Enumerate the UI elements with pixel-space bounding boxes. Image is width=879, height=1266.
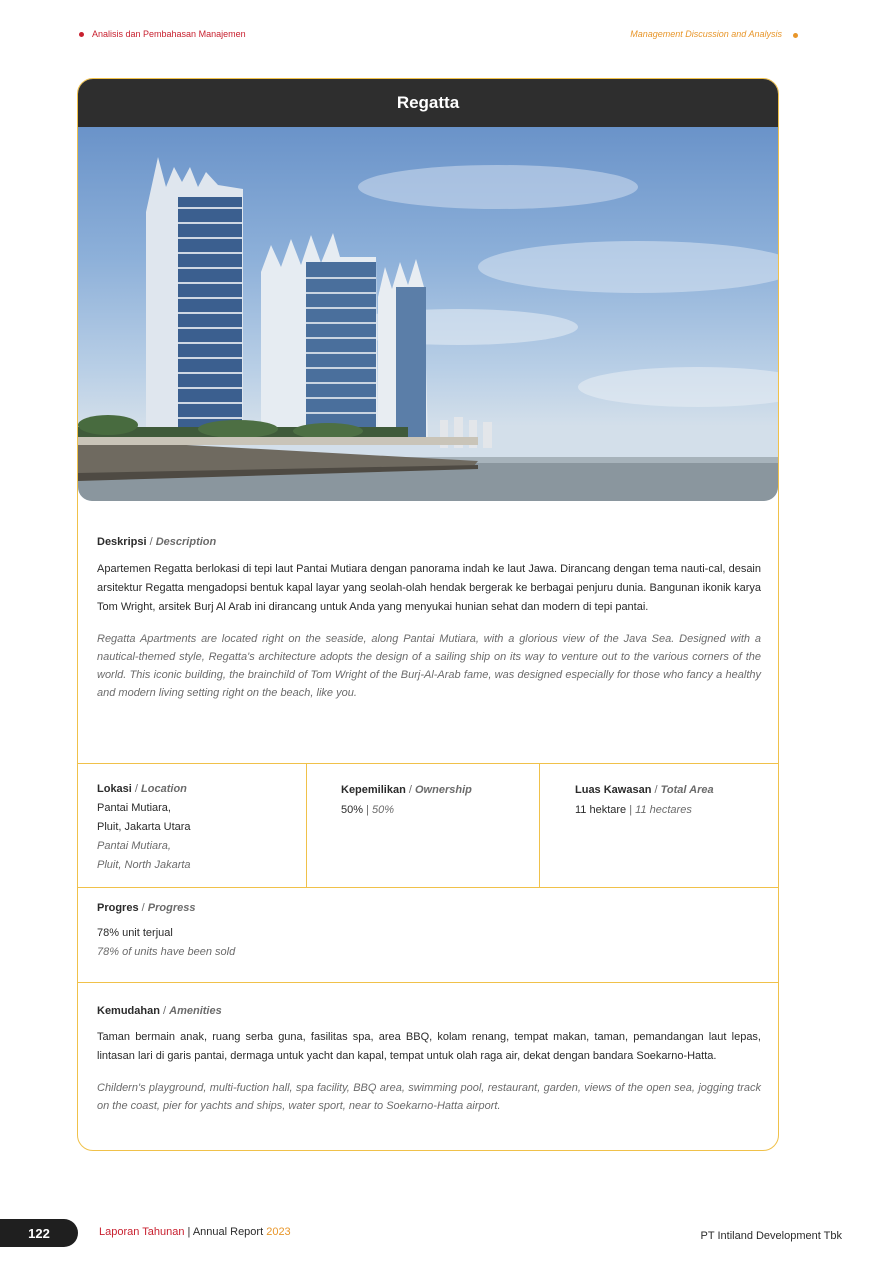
page-number: 122 bbox=[0, 1219, 78, 1247]
label-en: Progress bbox=[147, 902, 196, 914]
progress-cell bbox=[97, 902, 235, 962]
label-id: Kepemilikan bbox=[341, 784, 406, 796]
value-en: 50% bbox=[372, 804, 395, 816]
progress-value-id: 78% unit terjual bbox=[97, 927, 173, 939]
area-cell bbox=[575, 784, 714, 820]
building-photo-illustration bbox=[78, 127, 778, 501]
report-en: Annual Report bbox=[192, 1226, 264, 1238]
ownership-cell bbox=[341, 784, 472, 820]
label-en: Location bbox=[141, 783, 187, 795]
label-id: Progres bbox=[97, 902, 139, 914]
divider bbox=[78, 887, 778, 888]
label-id: Lokasi bbox=[97, 783, 132, 795]
amenities-section bbox=[78, 1005, 779, 1115]
report-id: Laporan Tahunan bbox=[99, 1226, 185, 1238]
amenities-text-id: Taman bermain anak, ruang serba guna, fasilitas spa, area BBQ, kolam renang, tempat makan, taman, pemandangan laut lepas, lintasan lari di garis pantai, dermaga untuk yacht dan kapal, tempat untuk olah raga air, dekat dengan bandara Soekarno-Hatta. bbox=[97, 1031, 761, 1062]
progress-value-en: 78% of units have been sold bbox=[97, 946, 236, 958]
description-label: Deskripsi / Description bbox=[97, 536, 217, 548]
card-title: Regatta bbox=[78, 79, 778, 127]
description-section bbox=[78, 536, 779, 702]
header-right-text: Management Discussion and Analysis bbox=[630, 29, 782, 39]
divider bbox=[78, 982, 778, 983]
header-left bbox=[79, 29, 246, 39]
label-en: Amenities bbox=[169, 1005, 222, 1017]
divider bbox=[78, 763, 778, 764]
project-photo bbox=[78, 127, 778, 501]
bullet-dot-icon bbox=[793, 33, 798, 38]
description-text-id: Apartemen Regatta berlokasi di tepi laut Pantai Mutiara dengan panorama indah ke laut Jawa. Dirancang dengan tema nauti-cal, desain arsitektur Regatta mengadopsi bentuk kapal layar yang seolah-olah hendak bergerak ke berbagai penjuru dunia. Bangunan ikonik karya Tom Wright, arsitek Burj Al Arab ini dirancang untuk Anda yang menyukai hunian sehat dan modern di tepi pantai. bbox=[97, 563, 761, 613]
value-en: 11 hectares bbox=[635, 804, 692, 816]
label-en: Ownership bbox=[415, 784, 472, 796]
location-line1-id: Pantai Mutiara, bbox=[97, 802, 171, 814]
label-id: Luas Kawasan bbox=[575, 784, 652, 796]
location-line1-en: Pantai Mutiara, bbox=[97, 840, 171, 852]
label-en: Total Area bbox=[660, 784, 714, 796]
value-id: 50% bbox=[341, 804, 364, 816]
area-label: Luas Kawasan / Total Area bbox=[575, 784, 714, 796]
area-value: 11 hektare | 11 hectares bbox=[575, 804, 692, 816]
header-left-text: Analisis dan Pembahasan Manajemen bbox=[92, 29, 246, 39]
bullet-dot-icon bbox=[79, 32, 84, 37]
ownership-value: 50% | 50% bbox=[341, 804, 395, 816]
location-cell bbox=[97, 783, 191, 875]
company-name: PT Intiland Development Tbk bbox=[700, 1230, 842, 1242]
ownership-label: Kepemilikan / Ownership bbox=[341, 784, 472, 796]
divider bbox=[539, 764, 540, 887]
amenities-text-en: Childern's playground, multi-fuction hall, spa facility, BBQ area, swimming pool, restaurant, garden, views of the open sea, jogging track on the coast, pier for yachts and ships, water sport, near to Soekarno-Hatta airport. bbox=[97, 1082, 761, 1112]
divider bbox=[306, 764, 307, 887]
progress-label: Progres / Progress bbox=[97, 902, 196, 914]
footer-report: Laporan Tahunan | Annual Report 2023 bbox=[99, 1226, 291, 1238]
report-year: 2023 bbox=[266, 1226, 291, 1238]
location-label: Lokasi / Location bbox=[97, 783, 187, 795]
description-text-en: Regatta Apartments are located right on the seaside, along Pantai Mutiara, with a glorious view of the Java Sea. Designed with a nautical-themed style, Regatta's architecture adopts the design of a sailing ship on its way to venture out to the various corners of the world. This iconic building, the brainchild of Tom Wright of the Burj-Al-Arab fame, was designed especially for those who fancy a healthy and modern living setting right on the beach, like you. bbox=[97, 633, 761, 699]
label-id: Deskripsi bbox=[97, 536, 147, 548]
header-right bbox=[630, 29, 782, 39]
location-line2-id: Pluit, Jakarta Utara bbox=[97, 821, 191, 833]
amenities-label: Kemudahan / Amenities bbox=[97, 1005, 222, 1017]
label-id: Kemudahan bbox=[97, 1005, 160, 1017]
label-en: Description bbox=[155, 536, 217, 548]
project-card bbox=[77, 78, 779, 1151]
value-id: 11 hektare bbox=[575, 804, 627, 816]
location-line2-en: Pluit, North Jakarta bbox=[97, 859, 191, 871]
